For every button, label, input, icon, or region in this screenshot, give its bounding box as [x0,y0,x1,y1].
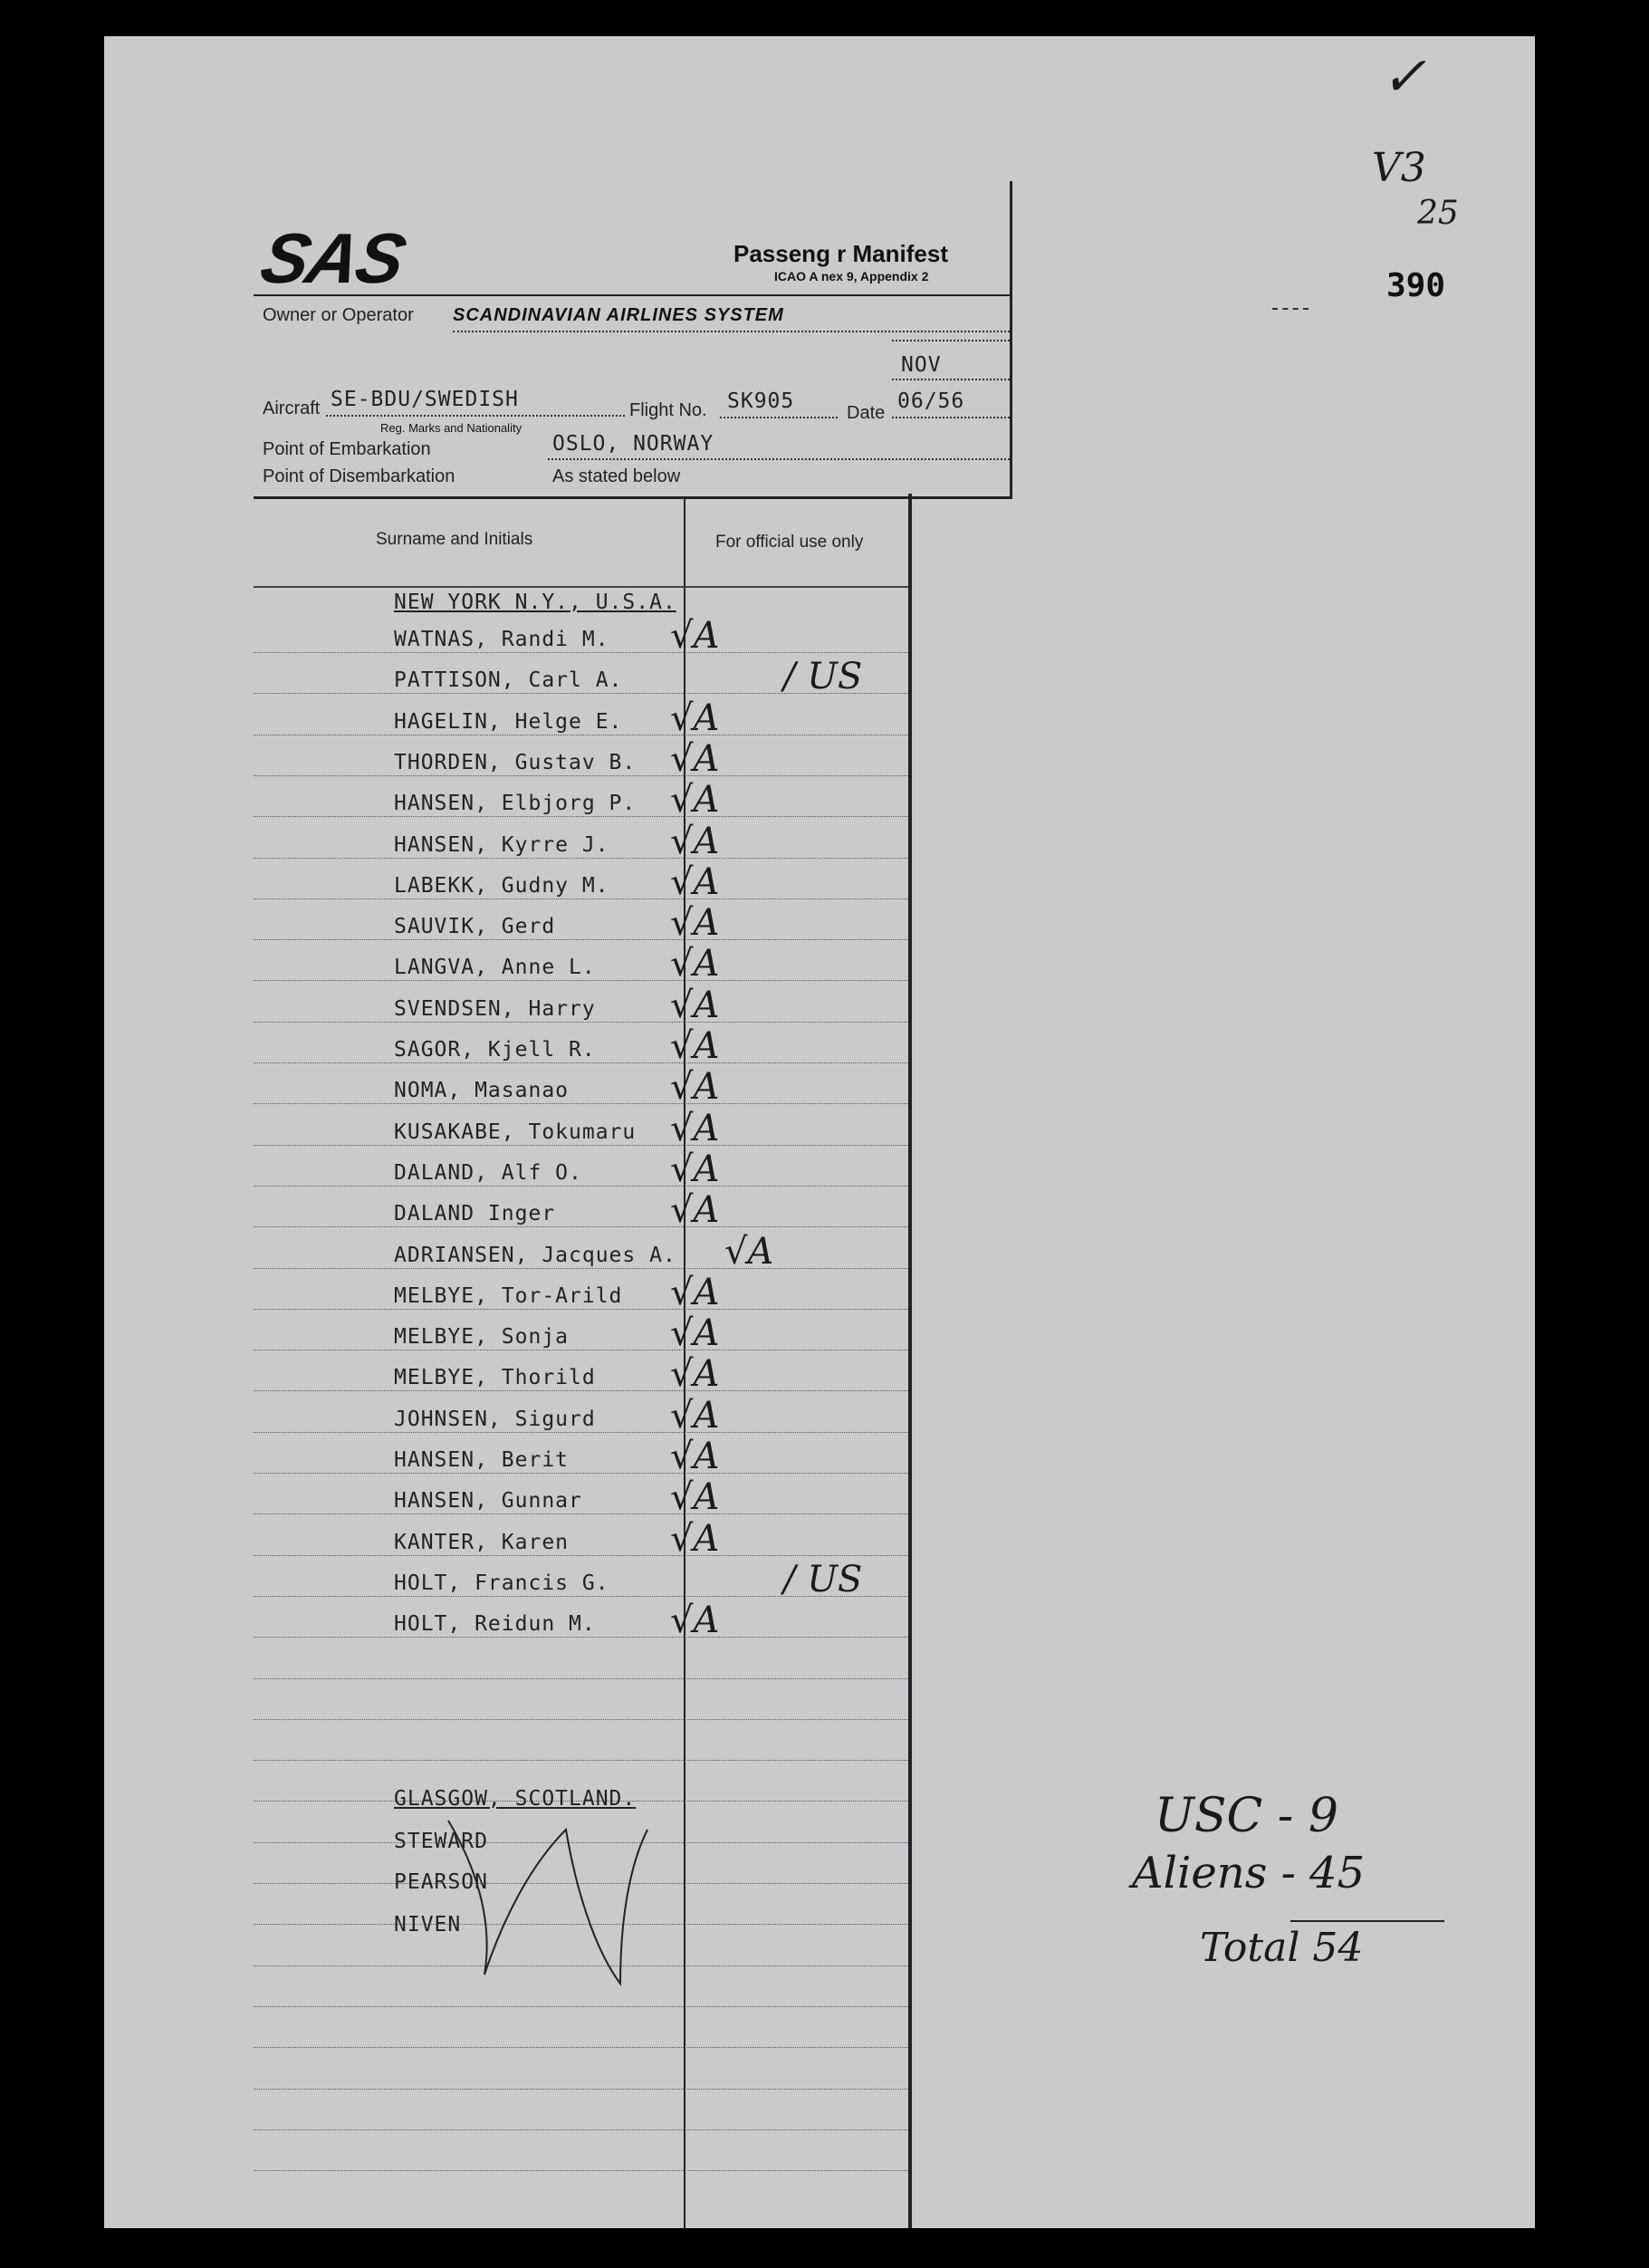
passenger-row [394,1271,1118,1313]
passenger-check-mark: √A [670,1436,720,1477]
passenger-name: THORDEN, Gustav B. [394,750,637,774]
aircraft-value: SE-BDU/SWEDISH [331,388,519,411]
passenger-name: NOMA, Masanao [394,1079,570,1103]
passenger-check-mark: √A [670,1353,720,1396]
passenger-row [394,1394,1118,1437]
passenger-name: HAGELIN, Helge E. [394,709,623,734]
passenger-row [394,1025,1118,1067]
passenger-check-mark: √A [670,1189,720,1232]
passenger-name: DALAND Inger [394,1202,556,1226]
passenger-row [394,1600,1118,1642]
sas-logo: SAS [254,218,411,298]
passenger-row [394,1107,1118,1149]
passenger-official-note: / US [783,1558,863,1600]
passenger-name: MELBYE, Tor-Arild [394,1283,623,1308]
passenger-row [394,1230,1118,1273]
crew-3: NIVEN [394,1913,462,1936]
passenger-check-mark: √A [670,902,720,945]
passenger-name: PATTISON, Carl A. [394,668,623,693]
disembark-value: As stated below [552,466,681,486]
surname-header: Surname and Initials [376,530,533,549]
passenger-name: DALAND, Alf O. [394,1160,582,1185]
aircraft-sub: Reg. Marks and Nationality [380,421,523,435]
passenger-name: MELBYE, Sonja [394,1325,570,1350]
crew-1: STEWARD [394,1830,488,1853]
date-label: Date [847,403,886,423]
passenger-row [394,1476,1118,1519]
passenger-row [394,1558,1118,1600]
passenger-row [394,860,1118,903]
passenger-check-mark: √A [670,697,720,739]
crew-scribble-mark [439,1812,675,1993]
manifest-title: Passeng r Manifest [733,240,948,267]
passenger-row [394,1066,1118,1109]
passenger-row [394,1436,1118,1477]
aircraft-label: Aircraft [263,399,321,418]
passenger-check-mark: √A [670,1394,720,1437]
total-usc: USC - 9 [1155,1789,1338,1843]
passenger-name: ADRIANSEN, Jacques A. [394,1243,676,1267]
passenger-row [394,820,1118,862]
passenger-check-mark: √A [670,779,720,822]
date-value: 06/56 [897,389,965,413]
passenger-name: HANSEN, Elbjorg P. [394,792,637,816]
handwritten-25: 25 [1417,195,1459,232]
dash-mark [1272,308,1309,310]
date-month: NOV [901,353,942,377]
passenger-check-mark: √A [670,1517,720,1560]
passenger-check-mark: √A [670,860,720,903]
passenger-name: WATNAS, Randi M. [394,628,609,651]
passenger-row [394,902,1118,945]
passenger-row [394,779,1118,822]
passenger-check-mark: √A [670,820,720,862]
passenger-check-mark: √A [670,1600,720,1642]
passenger-name: JOHNSEN, Sigurd [394,1407,596,1431]
passenger-check-mark: √A [670,1271,720,1313]
passenger-check-mark: √A [670,943,720,985]
passenger-name: HANSEN, Kyrre J. [394,832,609,857]
passenger-check-mark: √A [670,1312,720,1355]
total-aliens: Aliens - 45 [1132,1848,1366,1898]
passenger-row [394,1312,1118,1355]
flight-label: Flight No. [629,400,707,420]
check-mark: ✓ [1381,45,1427,109]
passenger-row [394,1148,1118,1190]
header-bottom-border [254,496,1012,499]
passenger-row [394,1353,1118,1396]
passenger-name: LABEKK, Gudny M. [394,873,609,898]
passenger-name: SVENDSEN, Harry [394,996,596,1021]
passenger-check-mark: √A [670,984,720,1026]
passenger-name: MELBYE, Thorild [394,1366,596,1390]
total-all: Total 54 [1200,1925,1364,1971]
passenger-row [394,615,1118,657]
passenger-row [394,1517,1118,1560]
manifest-page [104,36,1535,2228]
header-right-border [1010,181,1012,498]
passenger-check-mark: √A [670,615,720,657]
passenger-check-mark: √A [670,1066,720,1109]
disembark-label: Point of Disembarkation [263,466,455,486]
passenger-name: LANGVA, Anne L. [394,956,596,980]
crew-2: PEARSON [394,1870,488,1894]
passenger-check-mark: √A [670,1107,720,1149]
destination-glasgow: GLASGOW, SCOTLAND. [394,1787,637,1811]
handwritten-v3: V3 [1372,145,1426,191]
embark-label: Point of Embarkation [263,439,431,459]
owner-value: SCANDINAVIAN AIRLINES SYSTEM [453,305,784,325]
passenger-name: SAGOR, Kjell R. [394,1038,596,1062]
passenger-check-mark: √A [724,1230,774,1273]
page-number: 390 [1386,267,1446,304]
passenger-row [394,737,1118,780]
passenger-name: KANTER, Karen [394,1530,570,1554]
manifest-subtitle: ICAO A nex 9, Appendix 2 [774,269,929,284]
flight-value: SK905 [727,389,795,413]
embark-value: OSLO, NORWAY [552,432,714,456]
passenger-row [394,1189,1118,1232]
passenger-official-note: / US [783,656,863,698]
passenger-check-mark: √A [670,1148,720,1190]
passenger-name: HANSEN, Berit [394,1448,570,1472]
total-line [1290,1920,1444,1922]
owner-label: Owner or Operator [263,305,414,325]
passenger-check-mark: √A [670,737,720,780]
destination-new-york: NEW YORK N.Y., U.S.A. [394,591,676,614]
passenger-name: HANSEN, Gunnar [394,1489,582,1514]
passenger-name: HOLT, Reidun M. [394,1612,596,1637]
passenger-name: SAUVIK, Gerd [394,915,556,939]
passenger-row [394,697,1118,739]
passenger-row [394,984,1118,1026]
passenger-check-mark: √A [670,1476,720,1519]
passenger-name: KUSAKABE, Tokumaru [394,1120,637,1144]
passenger-row [394,656,1118,698]
passenger-row [394,943,1118,985]
passenger-name: HOLT, Francis G. [394,1571,609,1595]
official-header: For official use only [715,533,864,552]
passenger-check-mark: √A [670,1025,720,1067]
